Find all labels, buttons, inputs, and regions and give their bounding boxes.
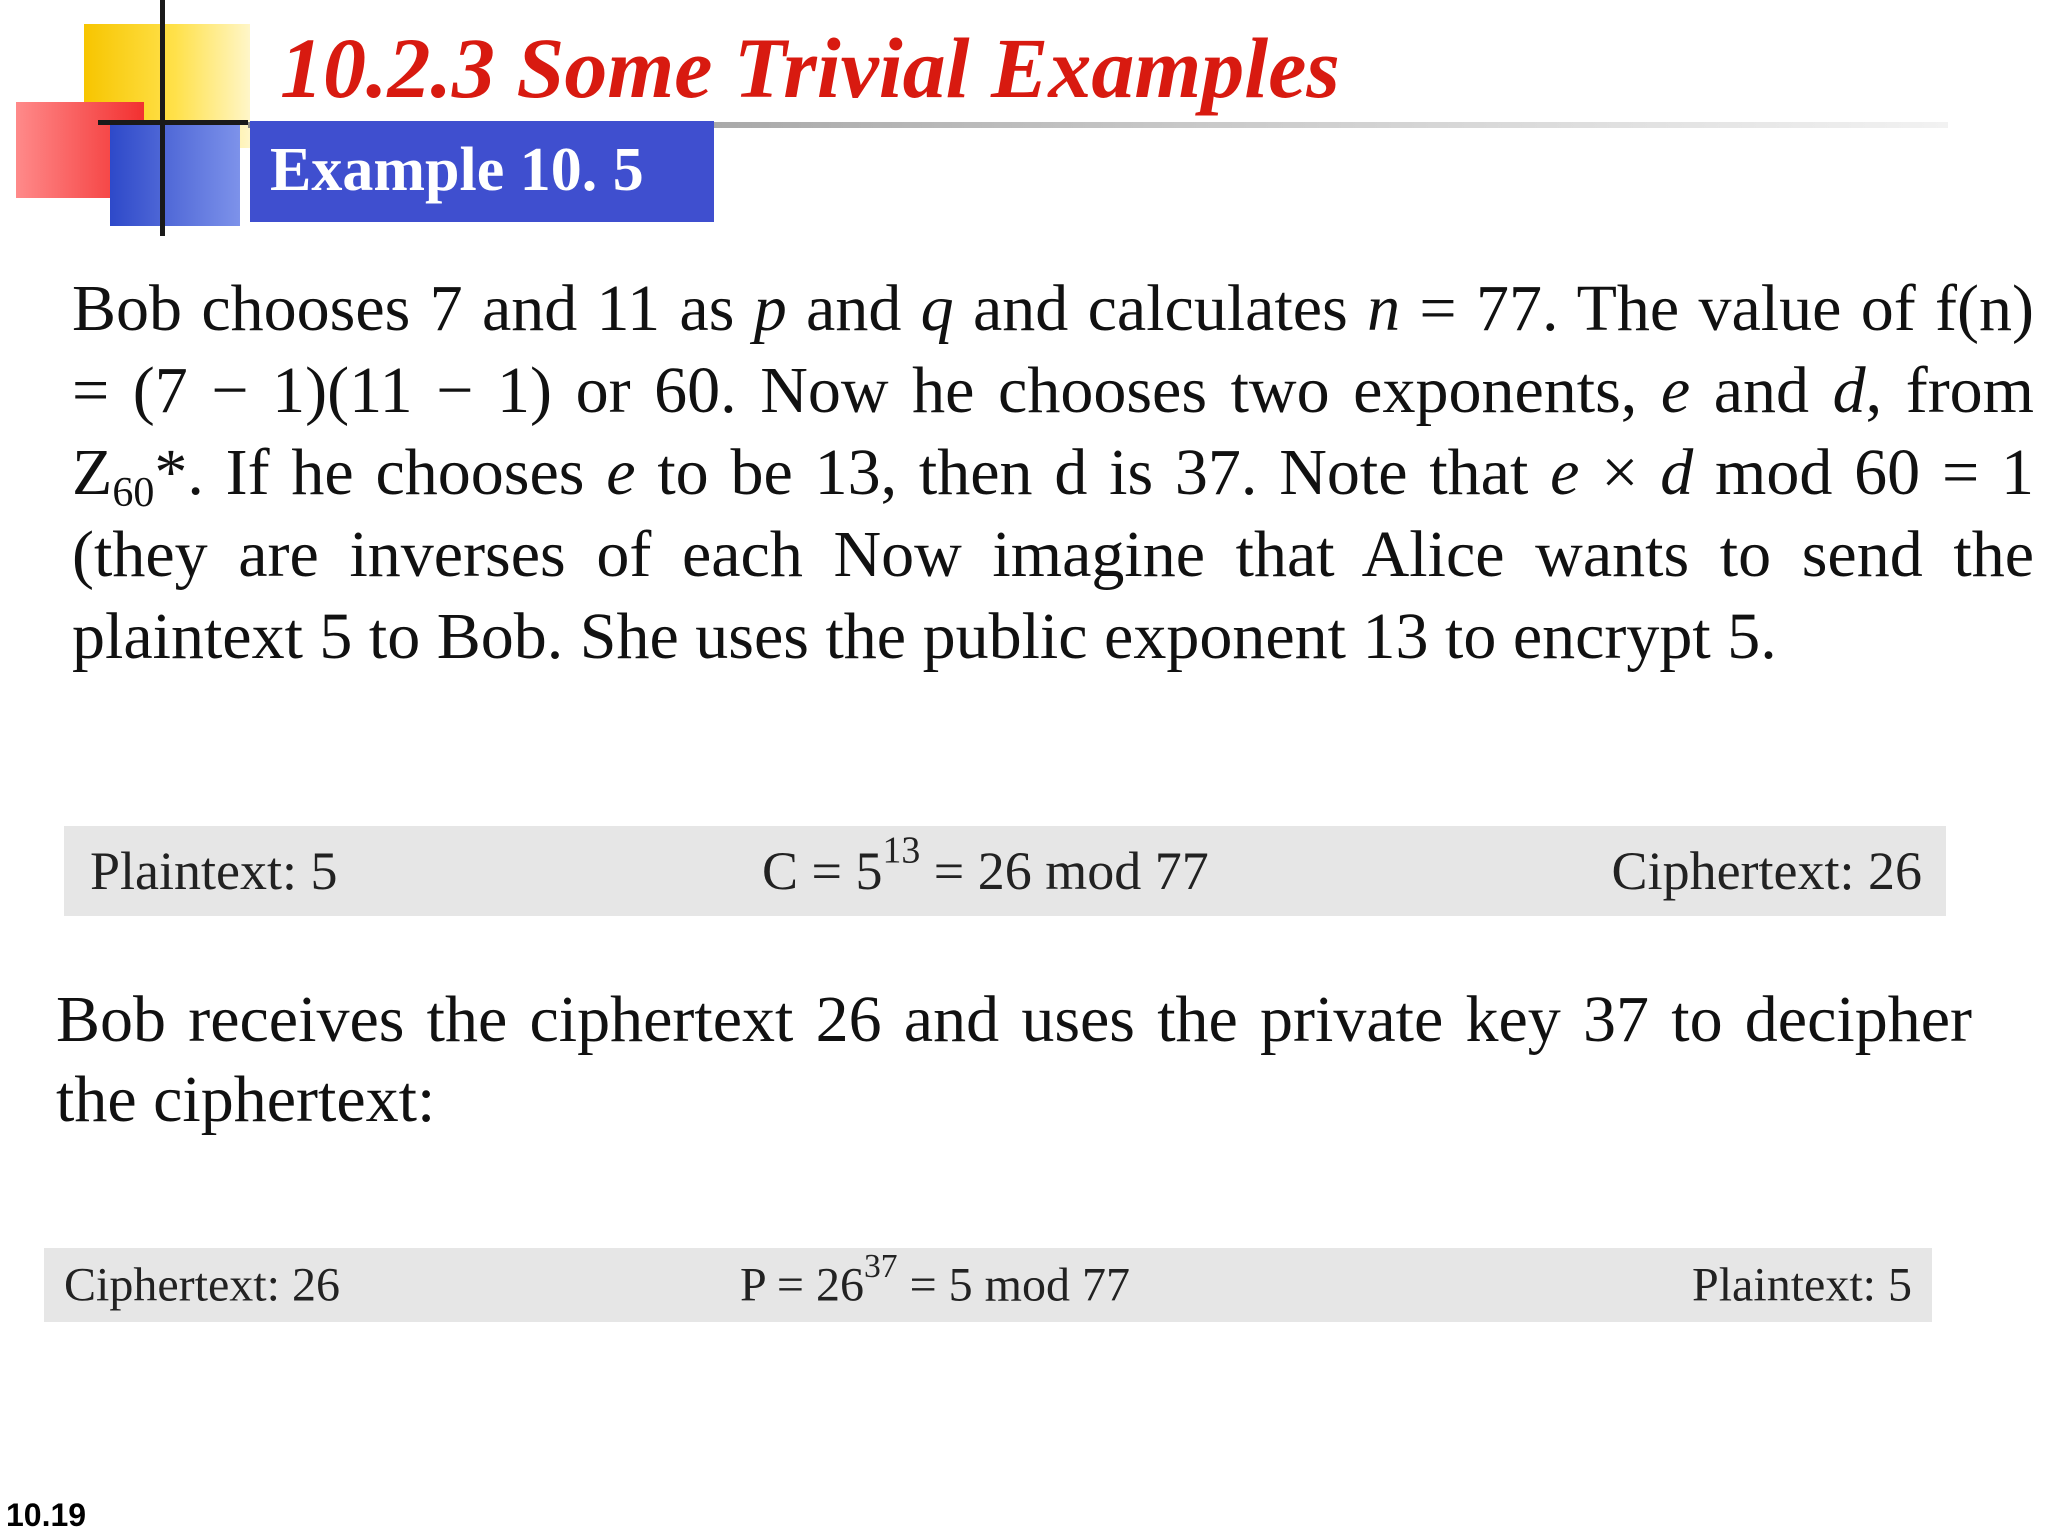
decryption-ciphertext: Ciphertext: 26 (64, 1258, 340, 1312)
decryption-plaintext: Plaintext: 5 (1692, 1258, 1912, 1312)
encryption-ciphertext: Ciphertext: 26 (1611, 841, 1922, 901)
encryption-row (64, 826, 1946, 916)
example-label: Example 10. 5 (270, 136, 644, 204)
example-description: Bob chooses 7 and 11 as p and q and calculates n = 77. The value of f(n) = (7 − 1)(11 − 1) or 60. Now he chooses two exponents, e and d, from $Z_{60}*$. If he chooses e to be 13, then d is 37. Note that e × d mod 60 = 1 (they are inverses of each Now imagine that Alice wants to send the plaintext 5 to Bob. She uses the public exponent 13 to encrypt 5. (72, 272, 2035, 673)
decryption-row (44, 1248, 1932, 1322)
decryption-formula: $P = 26^{37} = 5$ mod 77 (740, 1247, 1130, 1312)
decor-blue-square (110, 120, 240, 226)
decor-horizontal-line (98, 120, 248, 125)
slide-number: 10.19 (6, 1497, 87, 1533)
encryption-formula: $C = 5^{13} = 26$ mod 77 (762, 829, 1209, 901)
decor-vertical-line (160, 0, 165, 236)
slide-title: 10.2.3 Some Trivial Examples (280, 20, 1340, 116)
encryption-plaintext: Plaintext: 5 (90, 841, 338, 901)
decryption-description: Bob receives the ciphertext 26 and uses the private key 37 to decipher the ciphertext: (56, 983, 1972, 1136)
